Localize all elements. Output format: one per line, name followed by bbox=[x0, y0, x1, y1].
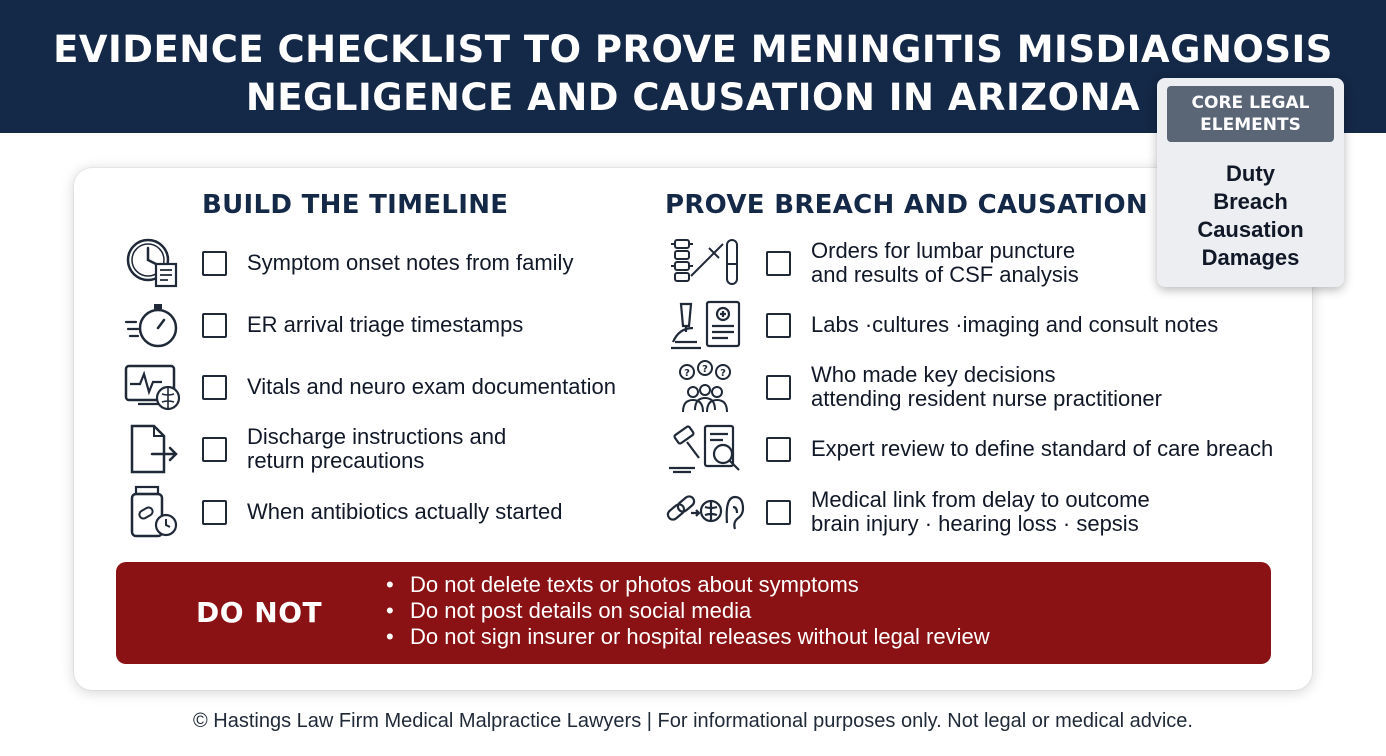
checkbox[interactable] bbox=[766, 375, 791, 400]
core-element: Causation bbox=[1197, 217, 1304, 242]
do-not-list bbox=[386, 572, 990, 650]
spine-syringe-tube-icon bbox=[664, 235, 746, 291]
bullet: • bbox=[386, 598, 394, 623]
do-not-title: DO NOT bbox=[196, 596, 323, 629]
item-label-line-2: and results of CSF analysis bbox=[811, 262, 1079, 287]
timeline-item bbox=[124, 484, 563, 540]
stopwatch-icon bbox=[124, 297, 182, 353]
checkbox[interactable] bbox=[766, 251, 791, 276]
medication-clock-icon bbox=[124, 484, 182, 540]
timeline-heading: BUILD THE TIMELINE bbox=[202, 190, 509, 220]
svg-text:?: ? bbox=[702, 364, 708, 375]
clock-notes-icon bbox=[124, 235, 182, 291]
item-label: Expert review to define standard of care breach bbox=[811, 436, 1274, 461]
do-not-text: Do not post details on social media bbox=[410, 598, 752, 623]
item-label: Labs ·cultures ·imaging and consult notes bbox=[811, 312, 1219, 337]
microscope-report-icon bbox=[664, 297, 746, 353]
svg-text:?: ? bbox=[720, 368, 726, 379]
checkbox[interactable] bbox=[766, 437, 791, 462]
checkbox[interactable] bbox=[202, 375, 227, 400]
timeline-item bbox=[124, 421, 506, 477]
breach-item bbox=[664, 484, 1150, 540]
item-label-line-1: Orders for lumbar puncture bbox=[811, 238, 1076, 263]
do-not-item bbox=[386, 572, 990, 598]
do-not-text: Do not sign insurer or hospital releases without legal review bbox=[410, 624, 990, 649]
core-title-line-2: ELEMENTS bbox=[1200, 115, 1301, 135]
breach-item bbox=[664, 235, 1079, 291]
timeline-item bbox=[124, 235, 573, 291]
breach-item bbox=[664, 359, 1162, 415]
vitals-monitor-brain-icon bbox=[124, 359, 182, 415]
checkbox[interactable] bbox=[202, 500, 227, 525]
core-element: Breach bbox=[1213, 189, 1288, 214]
timeline-item bbox=[124, 359, 616, 415]
title-line-2: NEGLIGENCE AND CAUSATION IN ARIZONA bbox=[245, 76, 1141, 119]
item-label-line-1: Who made key decisions bbox=[811, 362, 1056, 387]
bullet: • bbox=[386, 624, 394, 649]
item-label-line-1: Discharge instructions and bbox=[247, 424, 507, 449]
timeline-item bbox=[124, 297, 523, 353]
item-label-line-2: return precautions bbox=[247, 448, 425, 473]
core-element: Duty bbox=[1226, 161, 1275, 186]
core-elements-list bbox=[1157, 160, 1344, 272]
breach-item bbox=[664, 297, 1218, 353]
breach-item bbox=[664, 421, 1273, 477]
core-title bbox=[1167, 86, 1334, 142]
item-label: Symptom onset notes from family bbox=[247, 250, 574, 275]
gavel-document-magnifier-icon bbox=[664, 421, 746, 477]
bullet: • bbox=[386, 572, 394, 597]
item-label: When antibiotics actually started bbox=[247, 499, 563, 524]
do-not-text: Do not delete texts or photos about symptoms bbox=[410, 572, 859, 597]
core-element: Damages bbox=[1201, 245, 1300, 270]
discharge-document-icon bbox=[124, 421, 182, 477]
item-label-line-1: Medical link from delay to outcome bbox=[811, 487, 1150, 512]
checkbox[interactable] bbox=[202, 251, 227, 276]
title-line-1: EVIDENCE CHECKLIST TO PROVE MENINGITIS MISDIAGNOSIS bbox=[53, 28, 1333, 71]
item-label: ER arrival triage timestamps bbox=[247, 312, 524, 337]
checkbox[interactable] bbox=[766, 500, 791, 525]
item-label-line-2: brain injury · hearing loss · sepsis bbox=[811, 511, 1139, 536]
breach-heading: PROVE BREACH AND CAUSATION bbox=[665, 190, 1148, 220]
people-questions-icon bbox=[664, 359, 746, 415]
footer-disclaimer: © Hastings Law Firm Medical Malpractice Lawyers | For informational purposes only. Not legal or medical advice. bbox=[193, 710, 1193, 732]
chain-brain-ear-icon bbox=[664, 484, 746, 540]
svg-text:?: ? bbox=[684, 368, 690, 379]
item-label: Vitals and neuro exam documentation bbox=[247, 374, 616, 399]
checkbox[interactable] bbox=[766, 313, 791, 338]
core-title-line-1: CORE LEGAL bbox=[1191, 93, 1310, 113]
checkbox[interactable] bbox=[202, 437, 227, 462]
do-not-item bbox=[386, 624, 990, 650]
do-not-item bbox=[386, 598, 990, 624]
core-legal-elements-box bbox=[1157, 78, 1344, 287]
item-label-line-2: attending resident nurse practitioner bbox=[811, 386, 1162, 411]
do-not-banner bbox=[116, 562, 1271, 664]
checkbox[interactable] bbox=[202, 313, 227, 338]
